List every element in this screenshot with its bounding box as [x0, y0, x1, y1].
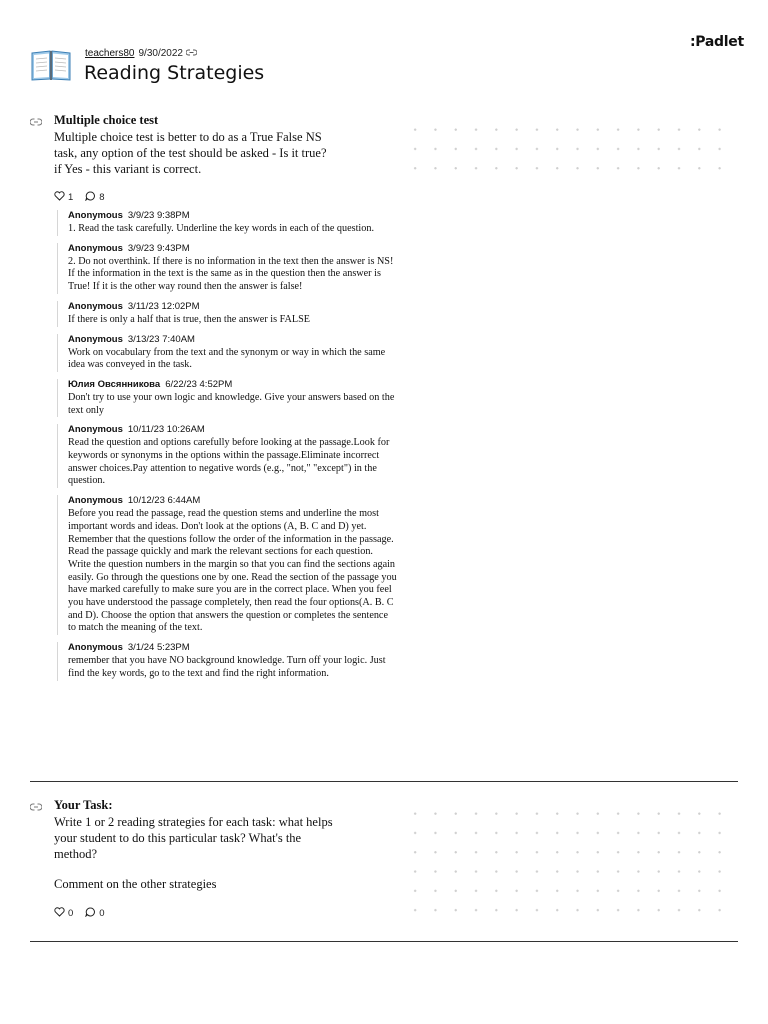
link-icon[interactable] — [30, 798, 42, 816]
comment-time: 6/22/23 4:52PM — [165, 378, 233, 390]
padlet-logo[interactable]: :Padlet — [690, 34, 744, 50]
post-reactions — [54, 907, 105, 920]
comment-time: 3/1/24 5:23PM — [127, 642, 190, 654]
open-book-icon — [30, 48, 72, 82]
comment-author: Anonymous — [68, 300, 123, 312]
post-reactions — [54, 191, 105, 204]
post-your-task[interactable] — [30, 798, 738, 928]
comment-icon[interactable] — [85, 191, 96, 204]
comment-text: Before you read the passage, read the question stems and underline the most important words and ideas. Don't look at the options (A, B. C and D) yet. Remember that the questions follow the order of the information in the passage. Read the passage quickly and mark the relevant sections for each question. Write the question numbers in the margin so that you can find the sections again easily. Go through the questions one by one. Read the section of the passage you have marked carefully to make sure you are in the correct place. When you feel you have understood the passage completely, then read the four options(A. B. C and D). Choose the option that answers the question or completes the sentence to match the meaning of the text. — [68, 508, 397, 634]
comment-text: Read the question and options carefully before looking at the passage.Look for keywords or synonyms in the options within the passage.Eliminate incorrect answer choices.Pay attention to negative words (e.g., "not," "except") in the question. — [68, 437, 390, 487]
comment-time: 3/11/23 12:02PM — [127, 300, 200, 312]
comment-text: remember that you have NO background knowledge. Turn off your logic. Just find the key words, go to the text and find the right information. — [68, 655, 386, 679]
comment-author: Anonymous — [68, 210, 123, 221]
comment-author: Anonymous — [68, 495, 123, 507]
comment-author: Anonymous — [68, 242, 123, 254]
post-title: Your Task: — [54, 798, 113, 812]
comment-text: Don't try to use your own logic and knowledge. Give your answers based on the text only — [68, 391, 395, 416]
comment-author: Anonymous — [68, 642, 123, 654]
comment-text: 2. Do not overthink. If there is no information in the text then the answer is NS! If the information in the text is the same as in the question then the answer is True! If it is the other way round then the answer is false! — [68, 255, 394, 293]
comment — [57, 642, 397, 680]
heart-icon[interactable] — [54, 191, 65, 204]
comment-text: Work on vocabulary from the text and the synonym or way in which the same idea was conveyed in the task. — [68, 346, 386, 371]
comment-time: 10/12/23 6:44AM — [127, 495, 201, 507]
comment-author: Anonymous — [68, 424, 123, 436]
post-body-paragraph: Write 1 or 2 reading strategies for each task: what helps your student to do this particular task? What's the method? — [54, 815, 333, 861]
like-count: 1 — [68, 192, 74, 203]
comment-count: 0 — [99, 908, 105, 919]
comment-list — [57, 210, 397, 688]
comment-time: 3/9/23 9:43PM — [127, 242, 190, 254]
board-meta — [85, 48, 197, 59]
post-body-paragraph: Comment on the other strategies — [54, 877, 217, 891]
section-divider — [30, 941, 738, 942]
like-count: 0 — [68, 908, 74, 919]
comment — [57, 379, 397, 417]
comment — [57, 210, 397, 236]
comment-text: If there is only a half that is true, then the answer is FALSE — [68, 313, 310, 325]
comment-author: Anonymous — [68, 333, 123, 345]
post-body: Multiple choice test is better to do as a True False NS task, any option of the test should be asked - Is it true? if Yes - this variant is correct. — [54, 130, 327, 176]
comment — [57, 424, 397, 488]
board-author-link[interactable]: teachers80 — [85, 48, 135, 60]
link-icon[interactable] — [186, 48, 197, 59]
comment — [57, 301, 397, 327]
post-multiple-choice-test[interactable] — [30, 113, 738, 773]
post-title: Multiple choice test — [54, 113, 159, 127]
comment-text: 1. Read the task carefully. Underline the key words in each of the question. — [68, 223, 374, 234]
comment — [57, 243, 397, 294]
comment — [57, 334, 397, 372]
comment-author: Юлия Овсянникова — [68, 378, 161, 390]
comment-icon[interactable] — [85, 907, 96, 920]
heart-icon[interactable] — [54, 907, 65, 920]
comment-time: 10/11/23 10:26AM — [127, 424, 205, 436]
board-date: 9/30/2022 — [138, 48, 183, 60]
comment-time: 3/9/23 9:38PM — [127, 210, 190, 221]
link-icon[interactable] — [30, 113, 42, 131]
comment-count: 8 — [99, 192, 105, 203]
comment-time: 3/13/23 7:40AM — [127, 333, 195, 345]
comment — [57, 495, 397, 635]
board-title: Reading Strategies — [84, 62, 265, 84]
section-divider — [30, 781, 738, 782]
